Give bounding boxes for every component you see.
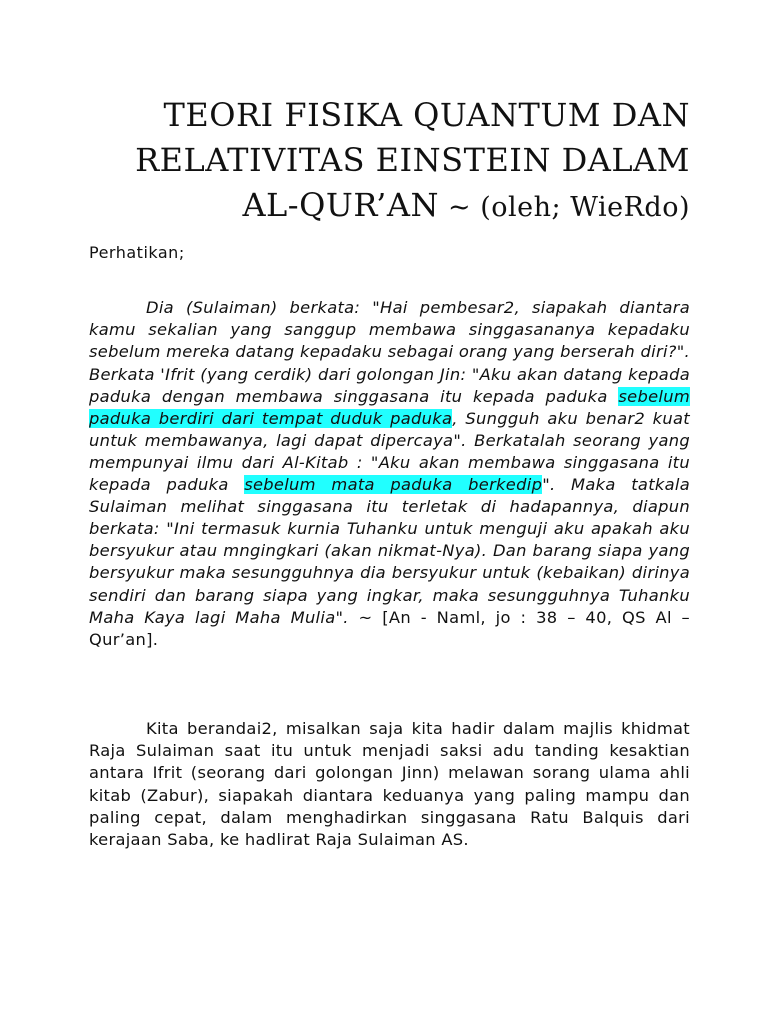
intro-label: Perhatikan; <box>89 243 185 262</box>
title-line-3-main: AL-QUR’AN <box>242 186 439 225</box>
title-line-1: TEORI FISIKA QUANTUM DAN <box>163 96 690 135</box>
title-line-3 <box>135 183 690 230</box>
body-paragraph-2: Kita berandai2, misalkan saja kita hadir dalam majlis khidmat Raja Sulaiman saat itu untuk menjadi saksi adu tanding kesaktian antara Ifrit (seorang dari golongan Jinn) melawan sorang ulama ahli kitab (Zabur), siapakah diantara keduanya yang paling mampu dan paling cepat, dalam menghadirkan singgasana Ratu Balquis dari kerajaan Saba, ke hadlirat Raja Sulaiman AS. <box>89 719 690 849</box>
quote-highlight-1: sebelum paduka berdiri dari tempat duduk paduka <box>89 386 690 428</box>
quote-text-part2: , Sungguh aku benar2 kuat untuk membawanya, lagi dapat dipercaya". Berkatalah seorang yang mempunyai ilmu dari Al-Kitab : "Aku akan membawa singgasana itu kepada paduka <box>89 408 690 495</box>
document-title <box>135 93 690 230</box>
quote-text-part3: ". Maka tatkala Sulaiman melihat singgasana itu terletak di hadapannya, diapun berkata: "Ini termasuk kurnia Tuhanku untuk menguji aku apakah aku bersyukur atau mngingkari (akan nikmat-Nya). Dan barang siapa yang bersyukur maka sesungguhnya dia bersyukur untuk (kebaikan) dirinya sendiri dan barang siapa yang ingkar, maka sesungguhnya Tuhanku Maha Kaya lagi Maha Mulia". <box>89 475 690 627</box>
quote-paragraph <box>89 297 690 651</box>
quote-reference: ~ [An - Naml, jo : 38 – 40, QS Al – Qur’an]. <box>89 607 690 649</box>
title-author: ~ (oleh; WieRdo) <box>438 192 690 224</box>
quote-highlight-2: sebelum mata paduka berkedip <box>244 475 543 495</box>
quote-text-part1: Dia (Sulaiman) berkata: "Hai pembesar2, siapakah diantara kamu sekalian yang sanggup membawa singgasananya kepadaku sebelum mereka datang kepadaku sebagai orang yang berserah diri?". Berkata 'Ifrit (yang cerdik) dari golongan Jin: "Aku akan datang kepada paduka dengan membawa singgasana itu kepada paduka <box>89 298 691 406</box>
title-line-2: RELATIVITAS EINSTEIN DALAM <box>135 141 690 180</box>
